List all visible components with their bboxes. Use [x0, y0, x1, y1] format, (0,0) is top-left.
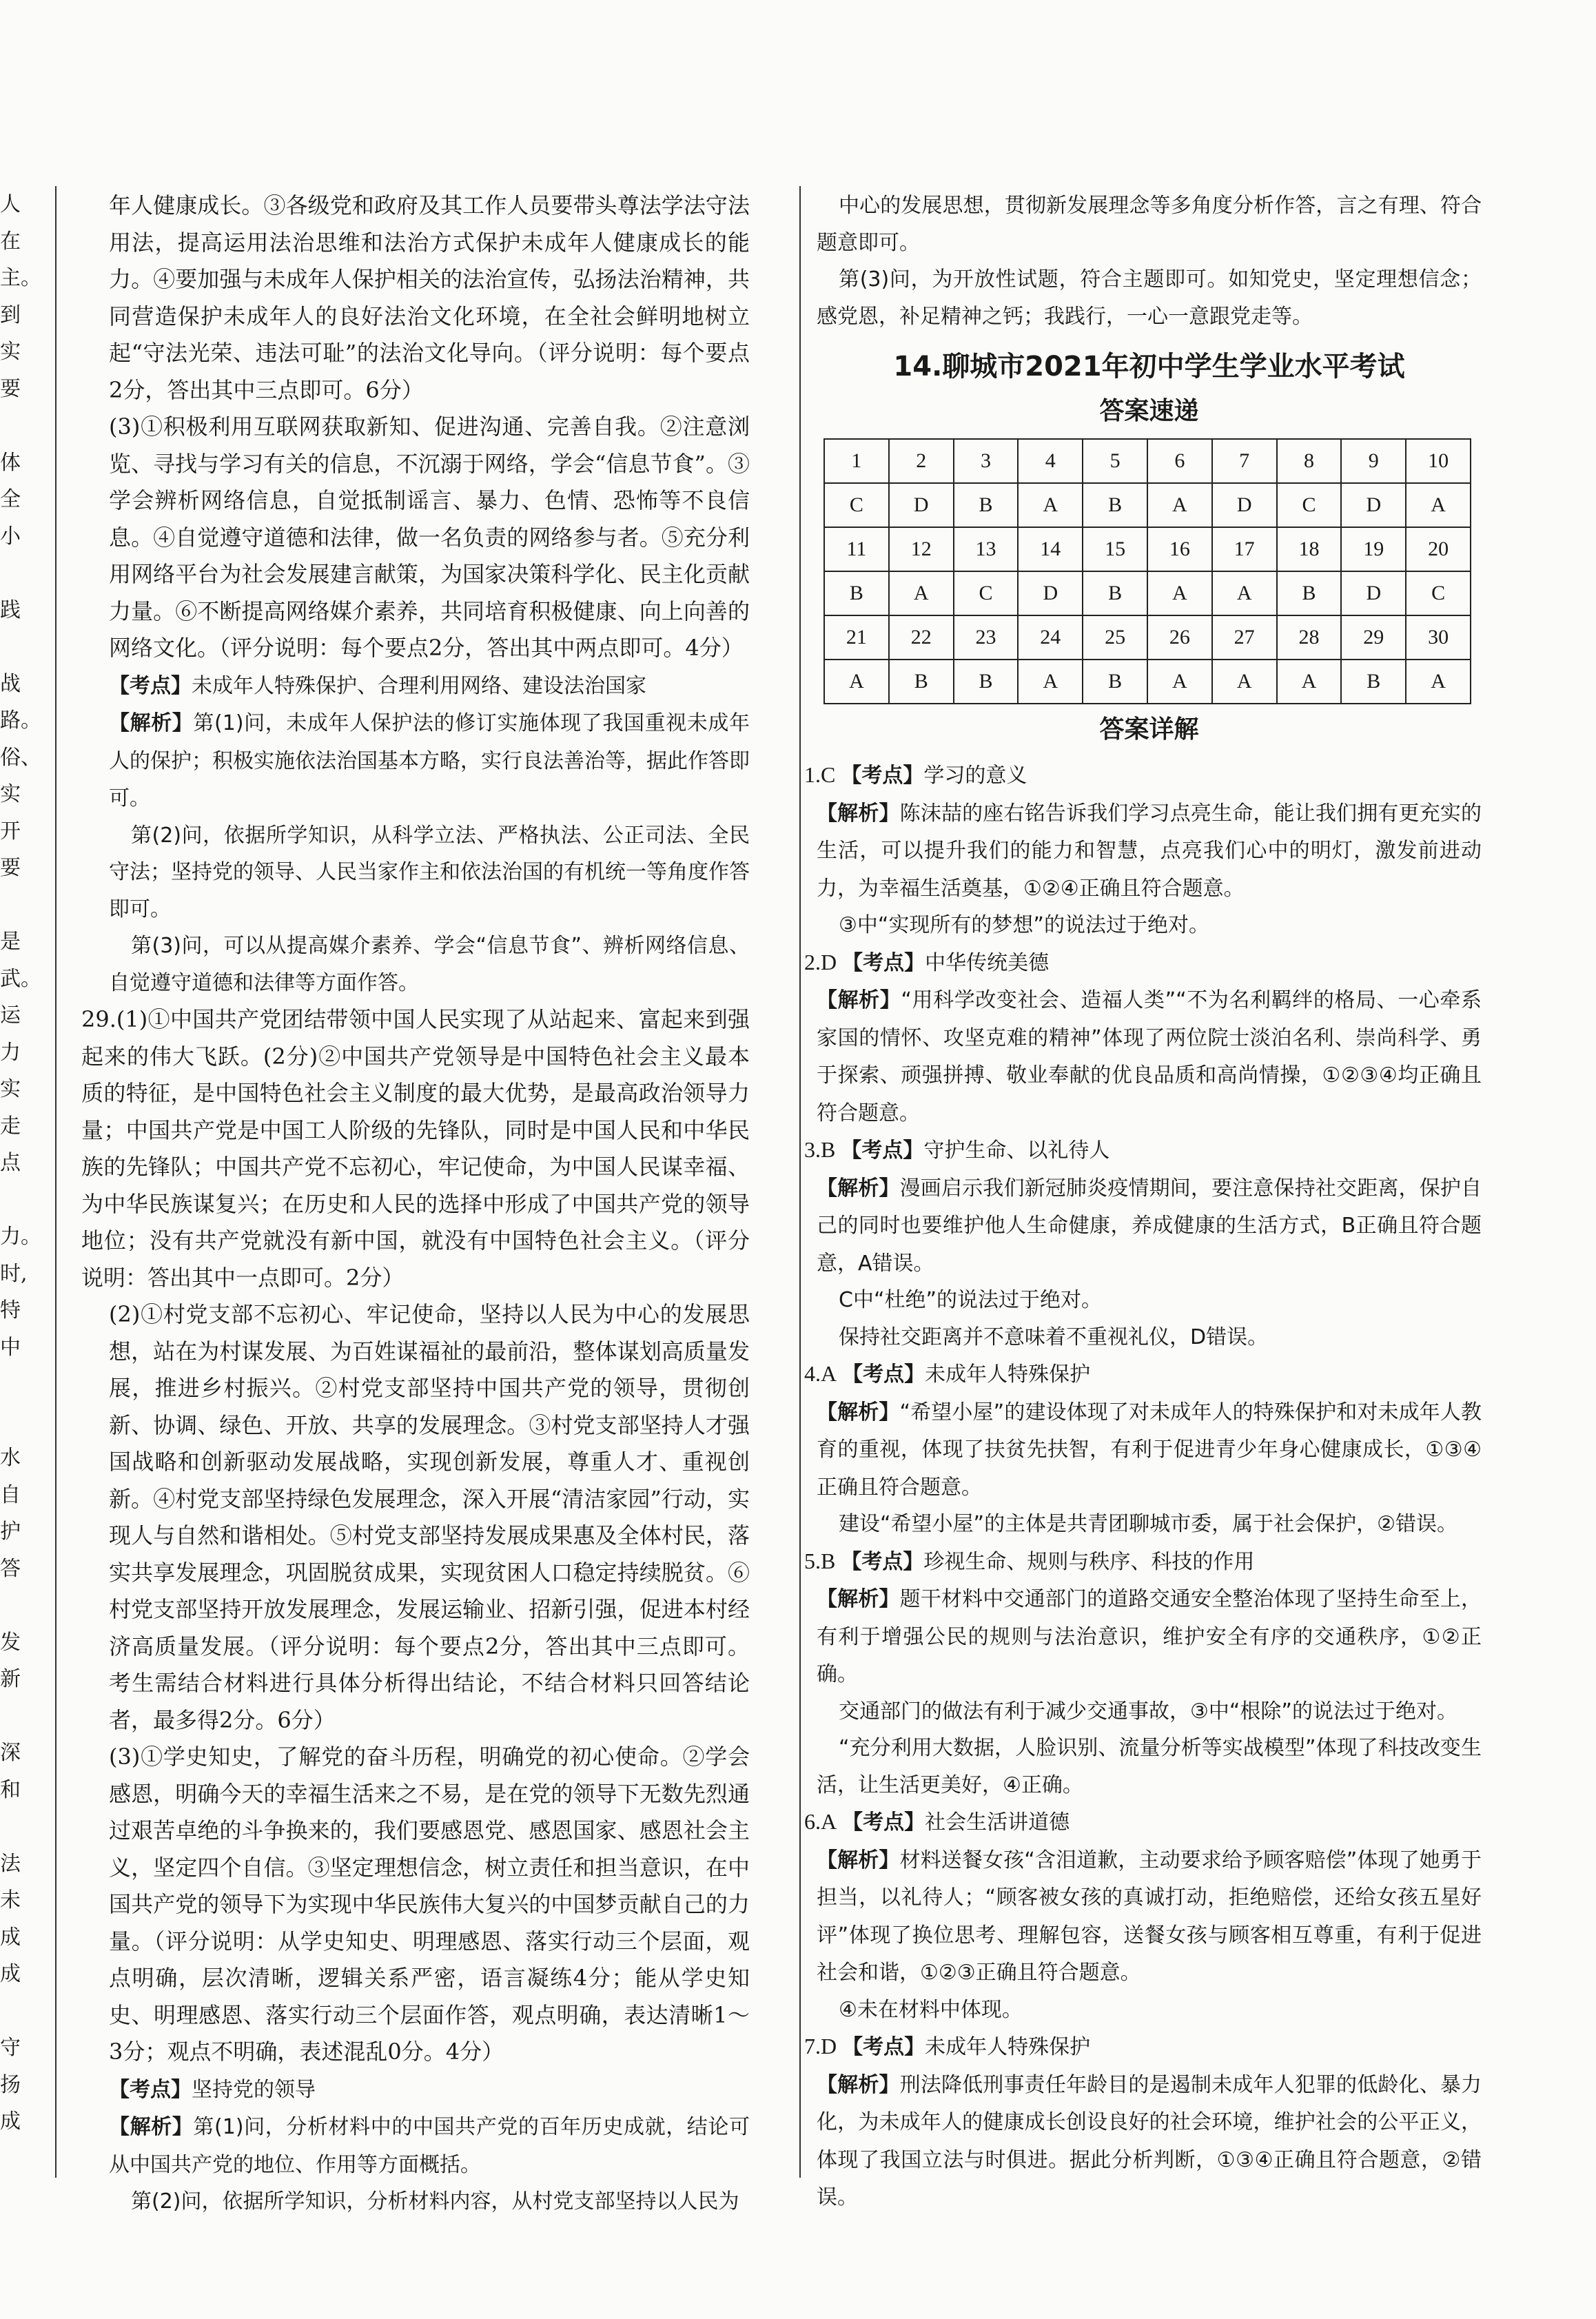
answer-cell: D — [1341, 483, 1406, 527]
edge-char: 武。 — [0, 966, 41, 991]
edge-char — [0, 1366, 28, 1403]
answer-cell: 18 — [1277, 527, 1342, 571]
answer-cell: A — [824, 660, 889, 704]
answer-cell: 27 — [1212, 615, 1277, 660]
explanation-text: 交通部门的做法有利于减少交通事故，③中“根除”的说法过于绝对。 — [839, 1699, 1457, 1724]
answer-number: 7.D — [804, 2034, 837, 2059]
explanation-text: 题干材料中交通部门的道路交通安全整治体现了坚持生命至上，有利于增强公民的规则与法治意识，维护安全有序的交通秩序，①②正确。 — [817, 1587, 1482, 1686]
answer-cell: 5 — [1083, 439, 1147, 483]
answer-table — [823, 438, 1471, 704]
bracket-tag: 【解析】 — [817, 1848, 900, 1872]
explanation-continuation — [817, 1506, 1482, 1543]
edge-char: 实 — [0, 340, 21, 364]
answer-cell: 24 — [1018, 615, 1083, 660]
answer-cell: B — [1083, 571, 1147, 615]
edge-char: 路。 — [0, 708, 41, 733]
answer-cell: A — [889, 571, 954, 615]
answer-heading — [804, 2028, 1482, 2066]
answer-number-row — [824, 439, 1471, 483]
edge-char: 运 — [0, 1003, 21, 1028]
explanation-text: 刑法降低刑事责任年龄目的是遏制未成年人犯罪的低龄化、暴力化，为未成年人的健康成长创设良好的社会环境，维护社会的公平正义，体现了我国立法与时俱进。据此分析判断，①③④正确且符合题意，②错误。 — [817, 2072, 1482, 2209]
answer-cell: 8 — [1277, 439, 1342, 483]
answer-number: 2.D — [804, 949, 837, 974]
edge-char: 要 — [0, 856, 21, 880]
edge-char: 体 — [0, 450, 21, 475]
answer-cell: A — [1212, 571, 1277, 615]
bracket-tag: 【考点】 — [842, 1362, 925, 1387]
knowledge-point-text: 未成年人特殊保护 — [925, 1362, 1091, 1387]
explanation-text: C中“杜绝”的说法过于绝对。 — [839, 1288, 1103, 1312]
edge-char: 答 — [0, 1556, 21, 1581]
answer-cell: 14 — [1018, 527, 1083, 571]
explanation-paragraph — [109, 704, 750, 817]
edge-char — [0, 1403, 28, 1440]
edge-char — [0, 1182, 28, 1219]
answer-cell: C — [824, 483, 889, 527]
explanation-continuation — [817, 1730, 1482, 1804]
explanation-paragraph — [817, 1580, 1482, 1693]
knowledge-point-text: 守护生命、以礼待人 — [923, 1138, 1110, 1163]
answer-cell: 4 — [1018, 439, 1083, 483]
answer-cell: 30 — [1406, 615, 1471, 660]
answer-cell: A — [1018, 660, 1083, 704]
answer-cell: 16 — [1147, 527, 1212, 571]
paragraph — [109, 409, 750, 667]
answer-detail-title: 答案详解 — [1099, 715, 1199, 744]
explanation-continuation — [817, 1992, 1482, 2029]
answer-cell: 3 — [954, 439, 1019, 483]
bracket-tag: 【考点】 — [841, 764, 924, 788]
answer-cell: 9 — [1341, 439, 1406, 483]
edge-char: 深 — [0, 1741, 21, 1765]
explanation-text: 坚持党的领导 — [192, 2077, 316, 2102]
answer-quick-title: 答案速递 — [1099, 397, 1199, 425]
paragraph-text: 年人健康成长。③各级党和政府及其工作人员要带头尊法学法守法用法，提高运用法治思维和法治方式保护未成年人健康成长的能力。④要加强与未成年人保护相关的法治宣传，弘扬法治精神，共同营造保护未成年人的良好法治文化环境，在全社会鲜明地树立起“守法光荣、违法可耻”的法治文化导向。（评分说明：每个要点2分，答出其中三点即可。6分） — [109, 192, 750, 403]
answer-cell: D — [1018, 571, 1083, 615]
explanation-continuation — [109, 817, 750, 928]
explanation-text: 第(3)问，为开放性试题，符合主题即可。如知党史，坚定理想信念；感党恩，补足精神之钙；我践行，一心一意跟党走等。 — [817, 267, 1482, 329]
explanation-paragraph — [817, 981, 1482, 1132]
answer-cell: 22 — [889, 615, 954, 660]
edge-char: 守 — [0, 2036, 21, 2060]
answer-heading — [804, 757, 1482, 795]
answer-cell: 29 — [1341, 615, 1406, 660]
explanation-continuation — [817, 907, 1482, 944]
center-column-rule — [799, 186, 801, 2178]
explanation-continuation — [817, 1693, 1482, 1730]
answer-cell: B — [954, 483, 1019, 527]
edge-char: 在 — [0, 229, 21, 254]
bracket-tag: 【解析】 — [817, 1400, 900, 1424]
edge-char — [0, 1808, 28, 1846]
edge-char: 实 — [0, 782, 21, 806]
explanation-text: ④未在材料中体现。 — [839, 1997, 1023, 2022]
right-text-column — [804, 187, 1482, 2216]
answer-cell: B — [889, 660, 954, 704]
left-text-column — [81, 187, 750, 2220]
answer-cell: 19 — [1341, 527, 1406, 571]
edge-char: 新 — [0, 1667, 21, 1691]
answer-cell: 11 — [824, 527, 889, 571]
answer-number: 1.C — [804, 762, 836, 787]
edge-char: 中 — [0, 1335, 21, 1360]
bracket-tag: 【解析】 — [817, 2072, 900, 2097]
edge-char: 人 — [0, 192, 21, 216]
edge-char: 时, — [0, 1261, 28, 1286]
answer-cell: A — [1277, 660, 1342, 704]
explanation-paragraph — [109, 2071, 750, 2109]
explanation-paragraph — [817, 1393, 1482, 1506]
explanation-continuation — [817, 187, 1482, 261]
answer-cell: 17 — [1212, 527, 1277, 571]
explanation-text: 材料送餐女孩“含泪道歉，主动要求给予顾客赔偿”体现了她勇于担当，以礼待人；“顾客被女孩的真诚打动，拒绝赔偿，还给女孩五星好评”体现了换位思考、理解包容，送餐女孩与顾客相互尊重，有利于促进社会和谐，①②③正确且符合题意。 — [817, 1848, 1482, 1985]
edge-char: 特 — [0, 1298, 21, 1322]
bracket-tag: 【考点】 — [841, 1549, 924, 1574]
bracket-tag: 【解析】 — [817, 801, 900, 826]
answer-cell: A — [1212, 660, 1277, 704]
edge-char: 力 — [0, 1040, 21, 1065]
answer-cell: C — [1406, 571, 1471, 615]
answer-cell: D — [1341, 571, 1406, 615]
explanation-continuation — [817, 1282, 1482, 1319]
answer-cell: 28 — [1277, 615, 1342, 660]
answer-cell: A — [1406, 660, 1471, 704]
explanation-text: 第(2)问，依据所学知识，从科学立法、严格执法、公正司法、全民守法；坚持党的领导、人民当家作主和依法治国的有机统一等角度作答即可。 — [109, 823, 750, 921]
explanation-paragraph — [817, 2066, 1482, 2216]
edge-char: 要 — [0, 376, 21, 401]
edge-char — [0, 629, 28, 666]
explanation-continuation — [109, 2183, 750, 2220]
paragraph-text: (3)①积极利用互联网获取新知、促进沟通、完善自我。②注意浏览、寻找与学习有关的信息，不沉溺于网络，学会“信息节食”。③学会辨析网络信息，自觉抵制谣言、暴力、色情、恐怖等不良信息。④自觉遵守道德和法律，做一名负责的网络参与者。⑤充分利用网络平台为社会发展建言献策，为国家决策科学化、民主化贡献力量。⑥不断提高网络媒介素养，共同培育积极健康、向上向善的网络文化。（评分说明：每个要点2分，答出其中两点即可。4分） — [109, 413, 750, 661]
explanation-text: 中心的发展思想，贯彻新发展理念等多角度分析作答，言之有理、符合题意即可。 — [817, 194, 1482, 255]
answer-heading — [804, 1543, 1482, 1581]
bracket-tag: 【解析】 — [817, 1587, 900, 1611]
edge-char: 走 — [0, 1114, 21, 1138]
paragraph-text: (3)①学史知史，了解党的奋斗历程，明确党的初心使命。②学会感恩，明确今天的幸福生活来之不易，是在党的领导下无数先烈通过艰苦卓绝的斗争换来的，我们要感恩党、感恩国家、感恩社会主义，坚定四个自信。③坚定理想信念，树立责任和担当意识，在中国共产党的领导下为实现中华民族伟大复兴的中国梦贡献自己的力量。（评分说明：从学史知史、明理感恩、落实行动三个层面，观点明确，层次清晰，逻辑关系严密，语言凝练4分；能从学史知史、明理感恩、落实行动三个层面作答，观点明确，表达清晰1～3分；观点不明确，表述混乱0分。4分） — [109, 1744, 750, 2065]
bracket-tag: 【考点】 — [109, 673, 192, 698]
knowledge-point-text: 珍视生命、规则与秩序、科技的作用 — [923, 1549, 1255, 1574]
question-answer — [81, 1001, 750, 1296]
bracket-tag: 【考点】 — [841, 1138, 924, 1163]
answer-cell: C — [954, 571, 1019, 615]
answer-letter-row — [824, 483, 1471, 527]
edge-char: 护 — [0, 1520, 21, 1544]
edge-char: 自 — [0, 1482, 21, 1507]
bracket-tag: 【考点】 — [109, 2077, 192, 2102]
answer-cell: D — [889, 483, 954, 527]
answer-cell: 13 — [954, 527, 1019, 571]
explanation-paragraph — [817, 1169, 1482, 1283]
answer-cell: B — [954, 660, 1019, 704]
edge-char: 点 — [0, 1151, 21, 1175]
knowledge-point-text: 未成年人特殊保护 — [925, 2035, 1091, 2059]
paragraph — [109, 1739, 750, 2071]
answer-number: 6.A — [804, 1809, 837, 1834]
answer-cell: B — [1277, 571, 1342, 615]
answer-cell: 10 — [1406, 439, 1471, 483]
edge-char: 水 — [0, 1446, 21, 1470]
explanation-text: “用科学改变社会、造福人类”“不为名利羁绊的格局、一心牵系家国的情怀、攻坚克难的精神”体现了两位院士淡泊名利、崇尚科学、勇于探索、顽强拼搏、敬业奉献的优良品质和高尚情操，①②③④均正确且符合题意。 — [817, 988, 1482, 1125]
edge-char — [0, 407, 28, 445]
paragraph — [109, 1296, 750, 1739]
answer-heading — [804, 1356, 1482, 1393]
answer-number: 4.A — [804, 1361, 837, 1386]
explanation-text: 漫画启示我们新冠肺炎疫情期间，要注意保持社交距离，保护自己的同时也要维护他人生命健康，养成健康的生活方式，B正确且符合题意，A错误。 — [817, 1176, 1482, 1276]
edge-char: 是 — [0, 930, 21, 954]
answer-cell: D — [1212, 483, 1277, 527]
answer-cell: B — [1341, 660, 1406, 704]
answer-cell: 25 — [1083, 615, 1147, 660]
question-answer-text: 29.(1)①中国共产党团结带领中国人民实现了从站起来、富起来到强起来的伟大飞跃。(2分)②中国共产党领导是中国特色社会主义最本质的特征，是中国特色社会主义制度的最大优势，是最高政治领导力量；中国共产党是中国工人阶级的先锋队，同时是中国人民和中华民族的先锋队；中国共产党不忘初心，牢记使命，为中国人民谋幸福、为中华民族谋复兴；在历史和人民的选择中形成了中国共产党的领导地位；没有共产党就没有新中国，就没有中国特色社会主义。（评分说明：答出其中一点即可。2分） — [81, 1006, 750, 1291]
answer-cell: B — [1083, 483, 1147, 527]
edge-char: 成 — [0, 1925, 21, 1950]
explanation-text: 建设“希望小屋”的主体是共青团聊城市委，属于社会保护，②错误。 — [839, 1512, 1457, 1536]
answer-cell: 7 — [1212, 439, 1277, 483]
explanation-text: 保持社交距离并不意味着不重视礼仪，D错误。 — [839, 1325, 1269, 1349]
explanation-paragraph — [109, 667, 750, 705]
edge-char: 成 — [0, 2109, 21, 2134]
edge-char — [0, 555, 28, 592]
edge-char: 俗、 — [0, 745, 41, 770]
explanation-paragraph — [109, 2108, 750, 2183]
left-column-rule — [55, 186, 57, 2178]
answer-cell: 21 — [824, 615, 889, 660]
edge-char: 未 — [0, 1888, 21, 1912]
answer-cell: C — [1277, 483, 1342, 527]
answer-cell: A — [1147, 660, 1212, 704]
paragraph — [109, 187, 750, 409]
edge-char: 和 — [0, 1777, 21, 1802]
edge-char: 实 — [0, 1077, 21, 1101]
explanation-text: “充分利用大数据，人脸识别、流量分析等实战模型”体现了科技改变生活，让生活更美好，④正确。 — [817, 1736, 1482, 1797]
answer-heading — [804, 1804, 1482, 1841]
bracket-tag: 【考点】 — [842, 2035, 925, 2059]
edge-char — [0, 1993, 28, 2030]
answer-cell: 20 — [1406, 527, 1471, 571]
edge-char: 全 — [0, 487, 21, 511]
bracket-tag: 【解析】 — [817, 988, 901, 1012]
explanation-text: 陈沫喆的座右铭告诉我们学习点亮生命，能让我们拥有更充实的生活，可以提升我们的能力和智慧，点亮我们心中的明灯，激发前进动力，为幸福生活奠基，①②④正确且符合题意。 — [817, 801, 1482, 901]
edge-char: 到 — [0, 303, 21, 327]
edge-char — [0, 1698, 28, 1735]
answer-letter-row — [824, 660, 1471, 704]
knowledge-point-text: 社会生活讲道德 — [925, 1810, 1070, 1835]
answer-heading — [804, 944, 1482, 982]
edge-char: 主。 — [0, 266, 41, 290]
edge-char: 战 — [0, 671, 21, 696]
answer-cell: A — [1406, 483, 1471, 527]
explanation-paragraph — [817, 1841, 1482, 1992]
bracket-tag: 【考点】 — [842, 950, 925, 975]
answer-cell: B — [1083, 660, 1147, 704]
explanation-text: 未成年人特殊保护、合理利用网络、建设法治国家 — [192, 673, 646, 698]
explanation-text: 第(2)问，依据所学知识，分析材料内容，从村党支部坚持以人民为 — [131, 2189, 739, 2214]
answer-letter-row — [824, 571, 1471, 615]
answer-cell: 23 — [954, 615, 1019, 660]
bracket-tag: 【解析】 — [109, 2115, 194, 2139]
answer-cell: A — [1018, 483, 1083, 527]
edge-char — [0, 1587, 28, 1624]
answer-cell: 1 — [824, 439, 889, 483]
answer-cell: 2 — [889, 439, 954, 483]
answer-number-row — [824, 615, 1471, 660]
answer-cell: 12 — [889, 527, 954, 571]
explanation-text: 第(3)问，可以从提高媒介素养、学会“信息节食”、辨析网络信息、自觉遵守道德和法律等方面作答。 — [109, 934, 750, 995]
edge-char: 发 — [0, 1630, 21, 1655]
answer-cell: A — [1147, 571, 1212, 615]
answer-number: 3.B — [804, 1137, 836, 1162]
edge-char: 扬 — [0, 2072, 21, 2097]
answer-number-row — [824, 527, 1471, 571]
edge-char: 开 — [0, 819, 21, 844]
answer-cell: 15 — [1083, 527, 1147, 571]
answer-cell: A — [1147, 483, 1212, 527]
edge-char: 践 — [0, 597, 21, 622]
edge-char: 成 — [0, 1962, 21, 1986]
answer-number: 5.B — [804, 1548, 836, 1573]
edge-char — [0, 887, 28, 924]
knowledge-point-text: 中华传统美德 — [925, 950, 1050, 975]
edge-char: 小 — [0, 524, 21, 549]
explanation-text: “希望小屋”的建设体现了对未成年人的特殊保护和对未成年人教育的重视，体现了扶贫先扶智，有利于促进青少年身心健康成长，①③④正确且符合题意。 — [817, 1400, 1482, 1500]
knowledge-point-text: 学习的意义 — [923, 764, 1027, 788]
explanation-continuation — [817, 1319, 1482, 1356]
left-edge-cropped-column — [0, 186, 41, 2141]
explanation-text: 第(1)问，分析材料中的中国共产党的百年历史成就，结论可从中国共产党的地位、作用等方面概括。 — [109, 2115, 750, 2177]
bracket-tag: 【解析】 — [109, 711, 194, 735]
answer-heading — [804, 1132, 1482, 1169]
bracket-tag: 【解析】 — [817, 1176, 900, 1201]
explanation-continuation — [109, 928, 750, 1001]
answer-cell: 26 — [1147, 615, 1212, 660]
explanation-text: ③中“实现所有的梦想”的说法过于绝对。 — [839, 913, 1209, 937]
edge-char: 力。 — [0, 1225, 41, 1249]
exam-title: 14.聊城市2021年初中学生学业水平考试 — [893, 351, 1405, 382]
answer-cell: B — [824, 571, 889, 615]
explanation-paragraph — [817, 795, 1482, 908]
answer-cell: 6 — [1147, 439, 1212, 483]
paragraph-text: (2)①村党支部不忘初心、牢记使命，坚持以人民为中心的发展思想，站在为村谋发展、为百姓谋福祉的最前沿，整体谋划高质量发展，推进乡村振兴。②村党支部坚持中国共产党的领导，贯彻创新、协调、绿色、开放、共享的发展理念。③村党支部坚持人才强国战略和创新驱动发展战略，实现创新发展，尊重人才、重视创新。④村党支部坚持绿色发展理念，深入开展“清洁家园”行动，实现人与自然和谐相处。⑤村党支部坚持发展成果惠及全体村民，落实共享发展理念，巩固脱贫成果，实现贫困人口稳定持续脱贫。⑥村党支部坚持开放发展理念，发展运输业、招新引强，促进本村经济高质量发展。（评分说明：每个要点2分，答出其中三点即可。考生需结合材料进行具体分析得出结论，不结合材料只回答结论者，最多得2分。6分） — [109, 1301, 750, 1733]
explanation-text: 第(1)问，未成年人保护法的修订实施体现了我国重视未成年人的保护；积极实施依法治国基本方略，实行良法善治等，据此作答即可。 — [109, 711, 750, 810]
explanation-continuation — [817, 261, 1482, 335]
edge-char: 法 — [0, 1851, 21, 1876]
bracket-tag: 【考点】 — [842, 1810, 925, 1835]
